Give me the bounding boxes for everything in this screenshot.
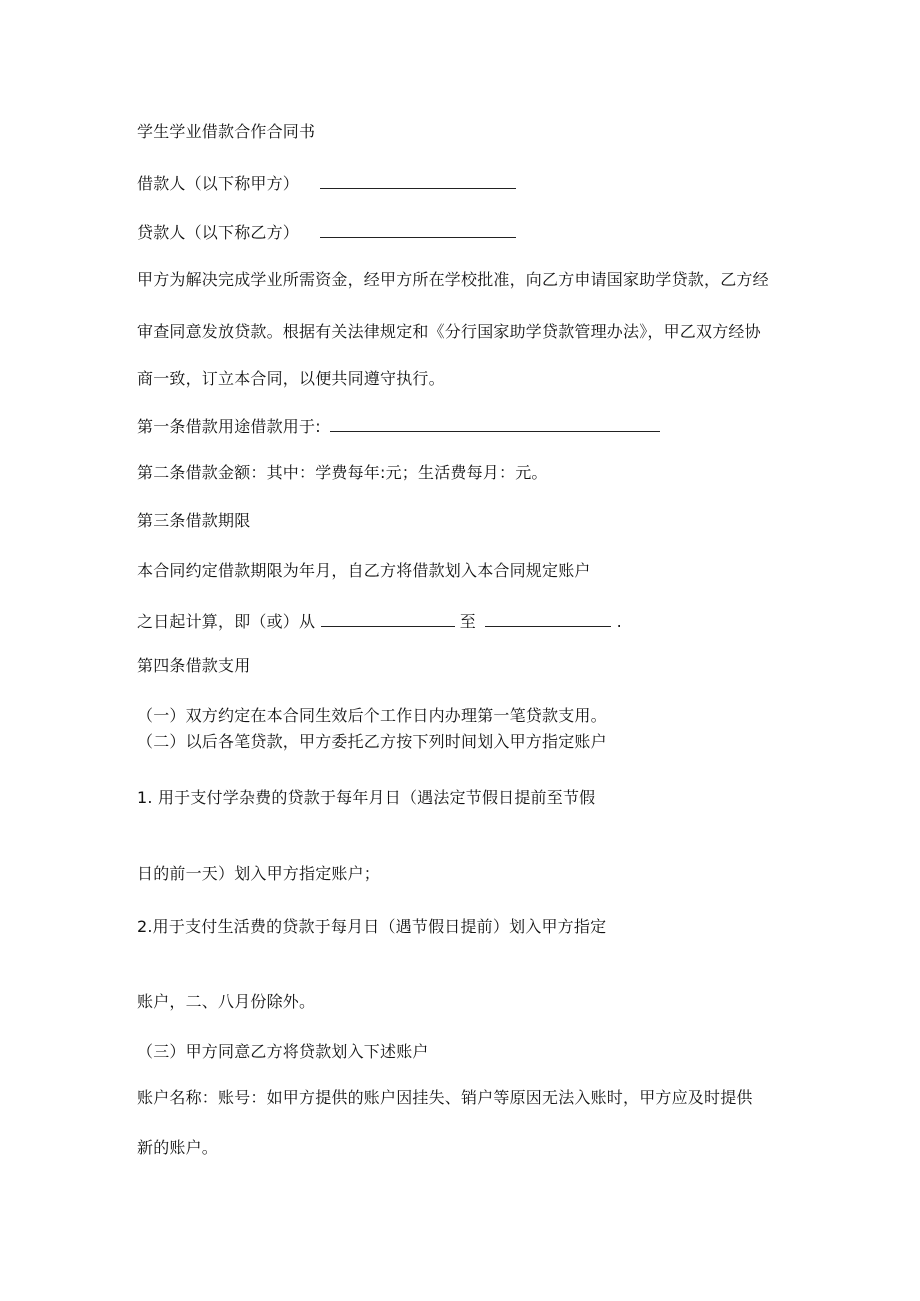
article-4-item-3: （三）甲方同意乙方将贷款划入下述账户 [137,1042,429,1061]
article-4-item-2: （二）以后各笔贷款，甲方委托乙方按下列时间划入甲方指定账户 [137,732,607,751]
preamble-line-1: 甲方为解决完成学业所需资金，经甲方所在学校批准，向乙方申请国家助学贷款，乙方经 [137,270,769,289]
article-1-line [137,415,660,437]
article-3-end-mark: . [616,612,622,631]
sub-item-1-line-2: 日的前一天）划入甲方指定账户； [137,864,381,883]
lender-line [137,221,516,243]
article-4-item-1: （一）双方约定在本合同生效后个工作日内办理第一笔贷款支用。 [137,706,607,725]
sub-item-2-line-2: 账户，二、八月份除外。 [137,992,316,1011]
account-line-1: 账户名称：账号：如甲方提供的账户因挂失、销户等原因无法入账时，甲方应及时提供 [137,1088,753,1107]
preamble-line-2: 审查同意发放贷款。根据有关法律规定和《分行国家助学贷款管理办法》，甲乙双方经协 [137,322,761,341]
article-3-title: 第三条借款期限 [137,511,251,530]
borrower-label: 借款人（以下称甲方） [137,174,300,193]
article-3-line-1: 本合同约定借款期限为年月，自乙方将借款划入本合同规定账户 [137,561,591,580]
article-1-label: 第一条借款用途借款用于: [137,417,321,436]
article-2: 第二条借款金额：其中：学费每年:元；生活费每月：元。 [137,463,548,482]
article-4-title: 第四条借款支用 [137,656,251,675]
sub-item-2-line-1: 2.用于支付生活费的贷款于每月日（遇节假日提前）划入甲方指定 [137,917,607,936]
borrower-blank [320,172,516,189]
account-line-2: 新的账户。 [137,1138,219,1157]
article-1-blank [330,415,660,432]
borrower-line [137,172,516,194]
document-title: 学生学业借款合作合同书 [137,122,316,141]
article-3-line-2 [137,610,622,632]
sub-item-1-line-1: 1. 用于支付学杂费的贷款于每年月日（遇法定节假日提前至节假 [137,788,596,807]
article-3-from-blank [321,610,455,627]
preamble-line-3: 商一致，订立本合同，以便共同遵守执行。 [137,369,445,388]
article-3-to-blank [485,610,611,627]
lender-label: 贷款人（以下称乙方） [137,223,300,242]
article-3-to-label: 至 [459,612,476,631]
lender-blank [320,221,516,238]
article-3-from-label: 之日起计算，即（或）从 [137,612,316,631]
